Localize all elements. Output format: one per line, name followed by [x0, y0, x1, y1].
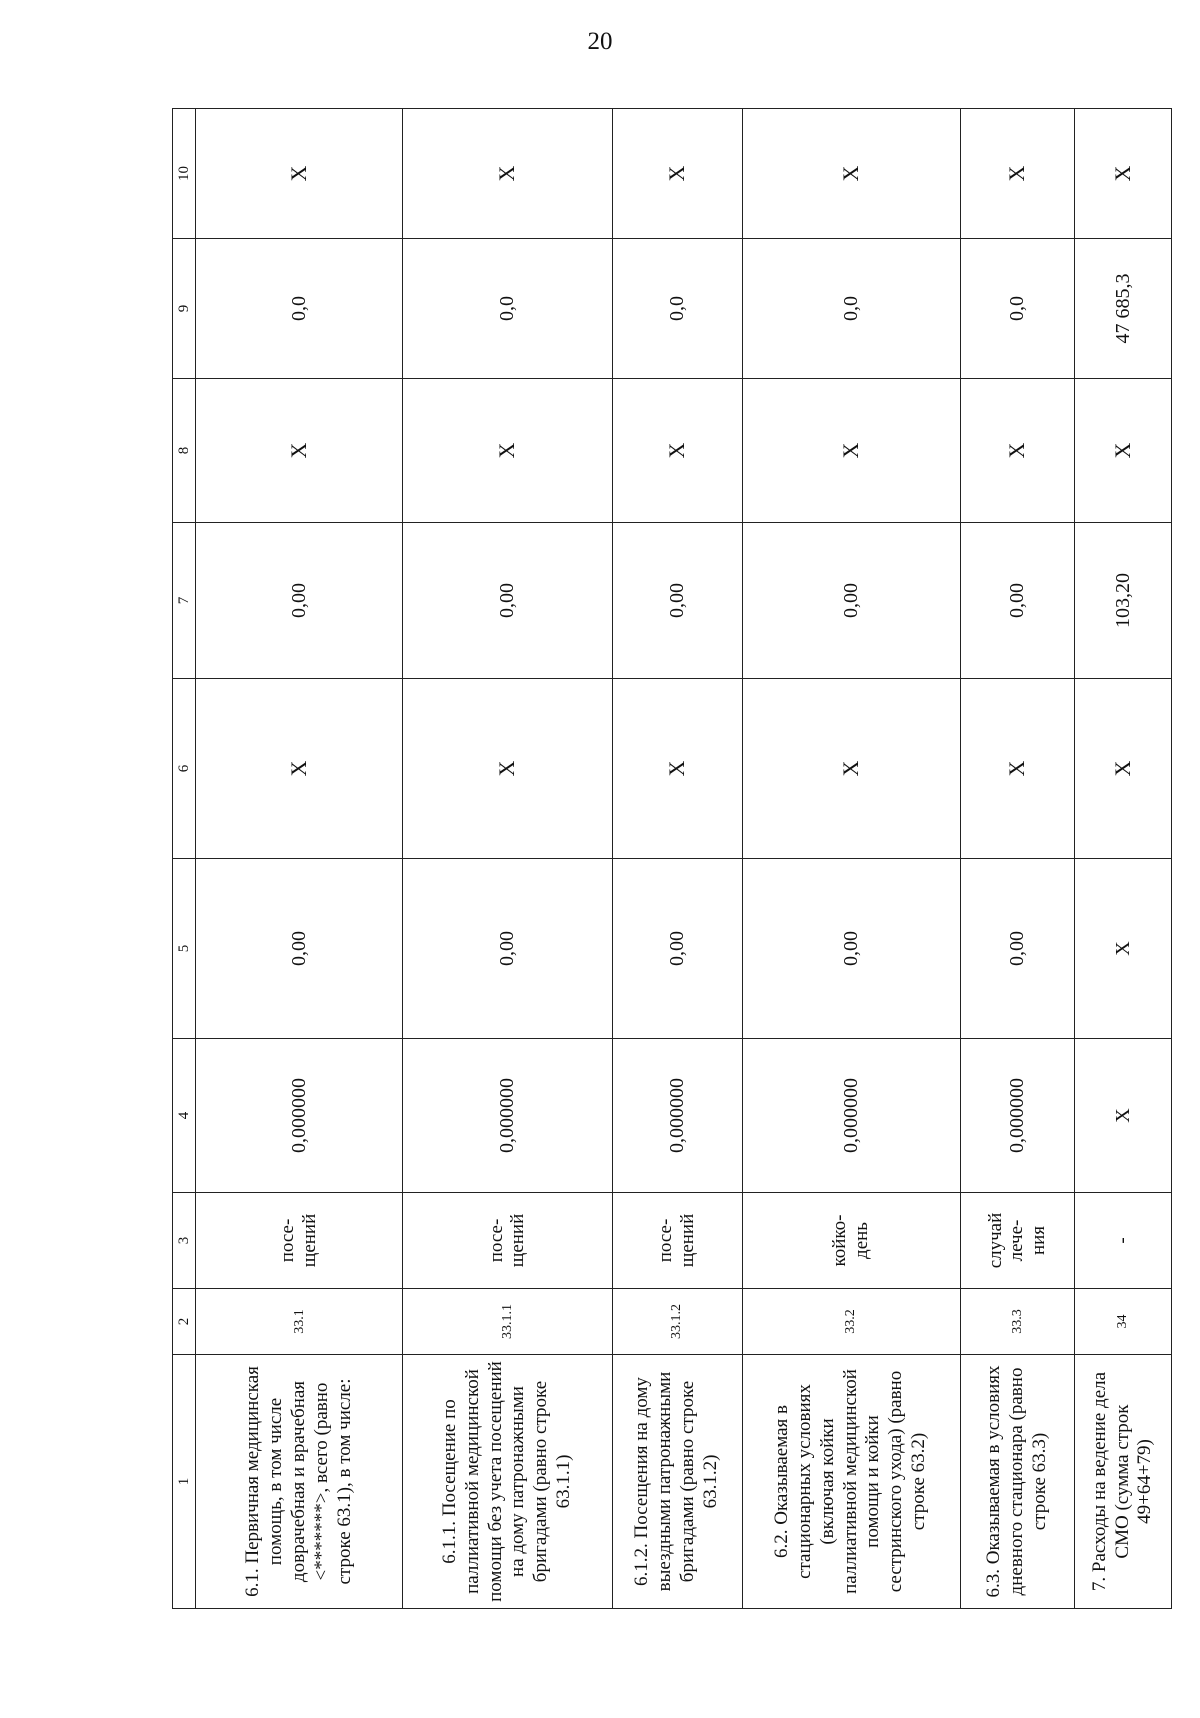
header-cell: 1	[173, 1355, 196, 1609]
header-cell: 2	[173, 1289, 196, 1355]
col5-cell: 0,00	[742, 859, 960, 1039]
rotated-table-container	[172, 109, 1172, 1609]
row-unit-cell: посе- щений	[403, 1193, 612, 1289]
row-name-cell: 6.1. Первичная медицинская помощь, в том числе доврачебная и врачебная <*******>, всего (равно строке 63.1), в том числе:	[196, 1355, 403, 1609]
col8-cell: Х	[742, 379, 960, 523]
row-name-cell: 6.2. Оказываемая в стационарных условиях (включая койки паллиативной медицинской помощи и койки сестринского ухода) (равно строке 63.2)	[742, 1355, 960, 1609]
header-cell: 9	[173, 239, 196, 379]
col5-cell: 0,00	[196, 859, 403, 1039]
col5-cell: 0,00	[960, 859, 1075, 1039]
col5-cell: 0,00	[403, 859, 612, 1039]
row-code-cell: 33.2	[742, 1289, 960, 1355]
col4-cell: 0,000000	[742, 1039, 960, 1193]
col10-cell: Х	[742, 109, 960, 239]
col4-cell: 0,000000	[960, 1039, 1075, 1193]
table-row	[196, 109, 403, 1609]
col7-cell: 0,00	[960, 523, 1075, 679]
table-row	[960, 109, 1075, 1609]
row-unit-cell: случай лече- ния	[960, 1193, 1075, 1289]
col8-cell: Х	[1075, 379, 1172, 523]
header-cell: 5	[173, 859, 196, 1039]
col4-cell: 0,000000	[403, 1039, 612, 1193]
col8-cell: Х	[612, 379, 742, 523]
header-cell: 3	[173, 1193, 196, 1289]
col9-cell: 0,0	[403, 239, 612, 379]
header-cell: 8	[173, 379, 196, 523]
col7-cell: 0,00	[612, 523, 742, 679]
col9-cell: 0,0	[196, 239, 403, 379]
row-code-cell: 33.3	[960, 1289, 1075, 1355]
col6-cell: Х	[1075, 679, 1172, 859]
col9-cell: 0,0	[742, 239, 960, 379]
header-cell: 6	[173, 679, 196, 859]
col5-cell: Х	[1075, 859, 1172, 1039]
header-row	[173, 109, 196, 1609]
col8-cell: Х	[403, 379, 612, 523]
col9-cell: 0,0	[612, 239, 742, 379]
col4-cell: 0,000000	[196, 1039, 403, 1193]
col8-cell: Х	[960, 379, 1075, 523]
col4-cell: 0,000000	[612, 1039, 742, 1193]
col7-cell: 103,20	[1075, 523, 1172, 679]
col7-cell: 0,00	[742, 523, 960, 679]
col10-cell: Х	[196, 109, 403, 239]
row-code-cell: 33.1.1	[403, 1289, 612, 1355]
row-unit-cell: посе- щений	[612, 1193, 742, 1289]
col6-cell: Х	[960, 679, 1075, 859]
col6-cell: Х	[403, 679, 612, 859]
data-table	[172, 108, 1172, 1609]
row-name-cell: 6.1.2. Посещения на дому выездными патронажными бригадами (равно строке 63.1.2)	[612, 1355, 742, 1609]
table-row	[612, 109, 742, 1609]
row-unit-cell: -	[1075, 1193, 1172, 1289]
col7-cell: 0,00	[403, 523, 612, 679]
col10-cell: Х	[612, 109, 742, 239]
table-row	[742, 109, 960, 1609]
col10-cell: Х	[1075, 109, 1172, 239]
row-code-cell: 34	[1075, 1289, 1172, 1355]
row-unit-cell: койко- день	[742, 1193, 960, 1289]
page-number: 20	[587, 28, 613, 55]
row-code-cell: 33.1	[196, 1289, 403, 1355]
col6-cell: Х	[742, 679, 960, 859]
col6-cell: Х	[612, 679, 742, 859]
col8-cell: Х	[196, 379, 403, 523]
col9-cell: 47 685,3	[1075, 239, 1172, 379]
col4-cell: Х	[1075, 1039, 1172, 1193]
col10-cell: Х	[960, 109, 1075, 239]
row-name-cell: 6.1.1. Посещение по паллиативной медицинской помощи без учета посещений на дому патронажными бригадами (равно строке 63.1.1)	[403, 1355, 612, 1609]
header-cell: 7	[173, 523, 196, 679]
row-unit-cell: посе- щений	[196, 1193, 403, 1289]
col6-cell: Х	[196, 679, 403, 859]
table-row	[1075, 109, 1172, 1609]
header-cell: 4	[173, 1039, 196, 1193]
col5-cell: 0,00	[612, 859, 742, 1039]
row-name-cell: 6.3. Оказываемая в условиях дневного стационара (равно строке 63.3)	[960, 1355, 1075, 1609]
header-cell: 10	[173, 109, 196, 239]
col9-cell: 0,0	[960, 239, 1075, 379]
row-name-cell: 7. Расходы на ведение дела СМО (сумма строк 49+64+79)	[1075, 1355, 1172, 1609]
row-code-cell: 33.1.2	[612, 1289, 742, 1355]
col7-cell: 0,00	[196, 523, 403, 679]
table-row	[403, 109, 612, 1609]
col10-cell: Х	[403, 109, 612, 239]
